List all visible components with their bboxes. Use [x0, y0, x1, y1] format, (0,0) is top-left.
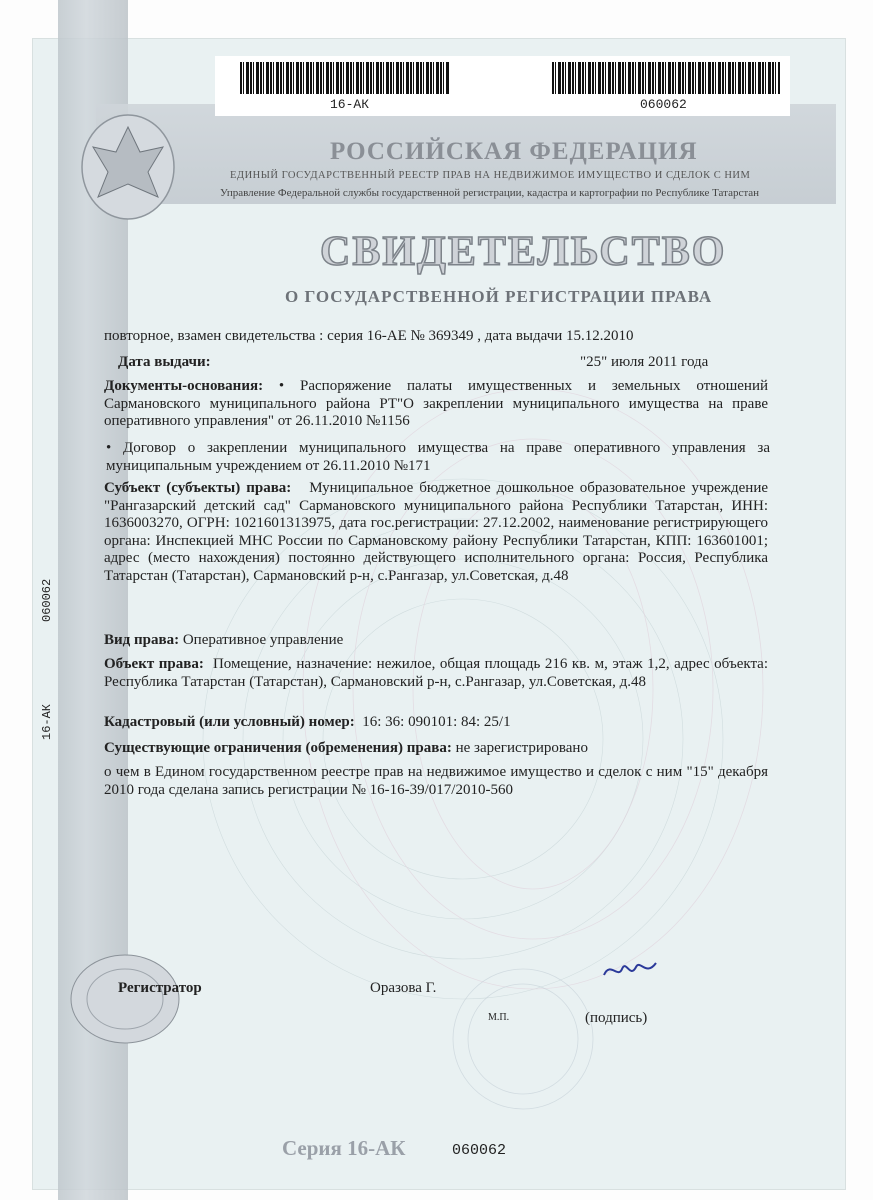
seal-emblem-icon [68, 952, 183, 1047]
right-type [104, 632, 768, 650]
cadastral-label: Кадастровый (или условный) номер: [104, 714, 355, 730]
barcode-right-icon [552, 62, 780, 94]
repeat-note: повторное, взамен свидетельства : серия 16-АЕ № 369349 , дата выдачи 15.12.2010 [104, 328, 634, 344]
document-subtitle: О ГОСУДАРСТВЕННОЙ РЕГИСТРАЦИИ ПРАВА [285, 287, 713, 306]
limits-block [104, 740, 768, 758]
footer-number: 060062 [452, 1142, 507, 1159]
cadastral-value: 16: 36: 090101: 84: 25/1 [362, 714, 511, 730]
side-series-code: 16-АК [40, 703, 54, 740]
footer-series: Серия 16-АК [282, 1136, 406, 1160]
docs-label: Документы-основания: [104, 378, 264, 394]
registrar-name: Оразова Г. [370, 980, 437, 996]
docs-item-1: • Распоряжение палаты имущественных и земельных отношений Сармановского муниципального района РТ"О закреплении муниципального имущества на праве оперативного управления" от 26.11.2010 №1156 [104, 378, 769, 429]
issue-date-value: "25" июля 2011 года [580, 354, 709, 370]
object-label: Объект права: [104, 656, 204, 672]
limits-label: Существующие ограничения (обременения) права: [104, 740, 452, 756]
object-block [104, 656, 768, 691]
limits-value: не зарегистрировано [455, 740, 588, 756]
document-title: СВИДЕТЕЛЬСТВО [320, 229, 727, 275]
authority-heading: Управление Федеральной службы государственной регистрации, кадастра и картографии по Республике Татарстан [220, 187, 760, 199]
barcode-left-code: 16-АК [330, 97, 370, 112]
barcode-left-icon [240, 62, 450, 94]
barcode-right-code: 060062 [640, 97, 687, 112]
side-number: 060062 [40, 578, 54, 622]
right-label: Вид права: [104, 632, 180, 648]
right-value: Оперативное управление [182, 632, 344, 648]
record-text: о чем в Едином государственном реестре прав на недвижимое имущество и сделок с ним "15" декабря 2010 года сделана запись регистрации № 16-16-39/017/2010-560 [104, 764, 768, 798]
object-text: Помещение, назначение: нежилое, общая площадь 216 кв. м, этаж 1,2, адрес объекта: Республика Татарстан (Татарстан), Сармановский р-н, с.Рангазар, ул.Советская, д.48 [104, 656, 769, 690]
docs-item-2: • Договор о закреплении муниципального имущества на праве оперативного управления за муниципальным учреждением от 26.11.2010 №171 [106, 440, 770, 474]
subject-text: Муниципальное бюджетное дошкольное образовательное учреждение "Рангазарский детский сад" Сармановского муниципального района Республики Татарстан, ИНН: 1636003270, ОГРН: 1021601313975, дата гос.регистрации: 27.12.2002, наименование регистрирующего органа: Инспекцией МНС России по Сармановскому району Республики Татарстан, КПП: 163601001; адрес (место нахождения) постоянно действующего исполнительного органа: Россия, Республика Татарстан (Татарстан), Сармановский р-н, с.Рангазар, ул.Советская, д.48 [104, 480, 769, 584]
registrar-label: Регистратор [118, 980, 202, 996]
registry-heading: ЕДИНЫЙ ГОСУДАРСТВЕННЫЙ РЕЕСТР ПРАВ НА НЕДВИЖИМОЕ ИМУЩЕСТВО И СДЕЛОК С НИМ [230, 170, 751, 181]
handwritten-signature-icon [600, 955, 660, 985]
subject-label: Субъект (субъекты) права: [104, 480, 292, 496]
issue-date-label: Дата выдачи: [118, 354, 211, 370]
country-heading: РОССИЙСКАЯ ФЕДЕРАЦИЯ [330, 138, 698, 165]
docs-basis [104, 378, 768, 431]
cadastral-block [104, 714, 768, 732]
seal-place-label: М.П. [488, 1012, 510, 1023]
subject-block [104, 480, 768, 585]
signature-label: (подпись) [585, 1010, 648, 1026]
coat-of-arms-icon [78, 112, 178, 222]
